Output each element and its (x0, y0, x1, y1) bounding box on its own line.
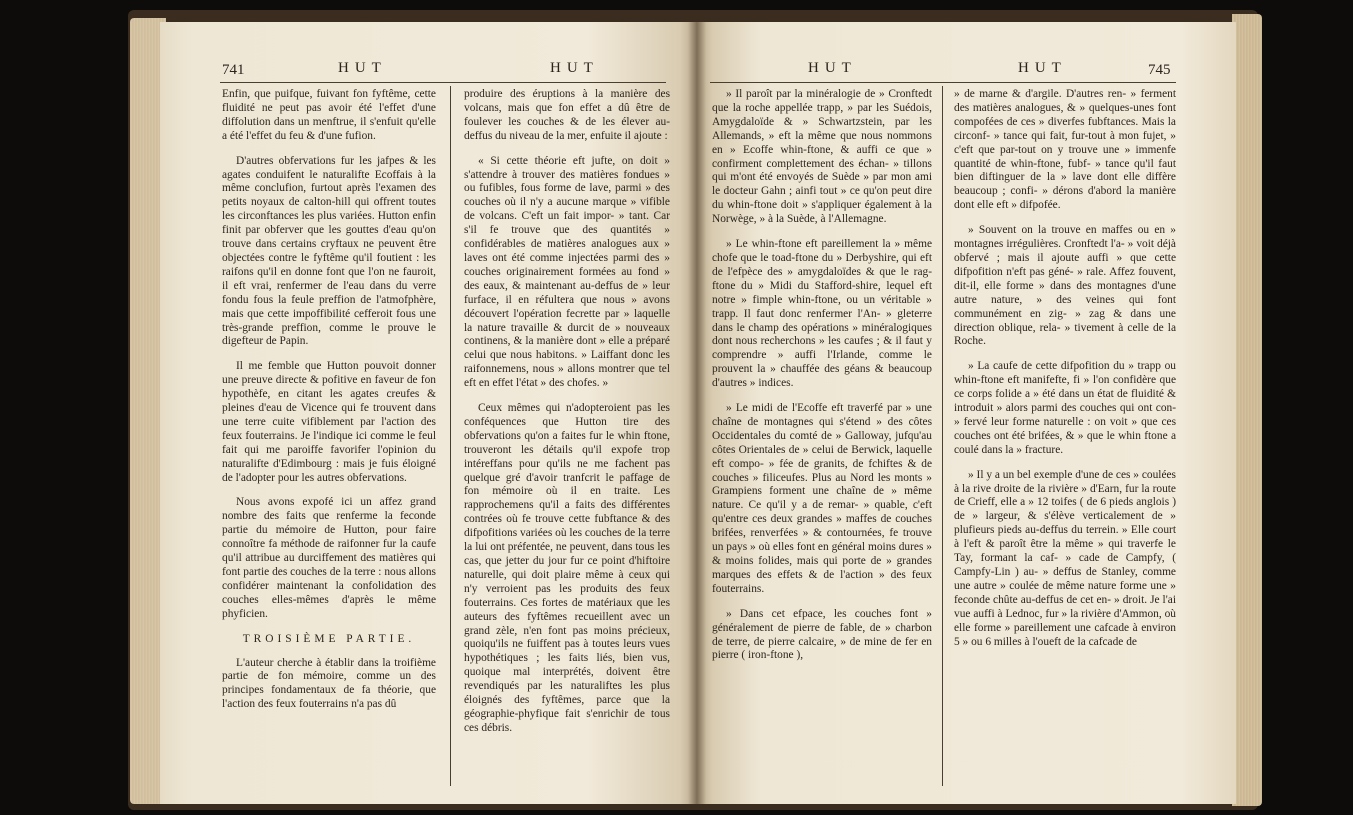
running-head-left-col1: HUT (338, 60, 387, 76)
quotation: » La caufe de cette difpofition du » trapp ou whin-ftone eft manifefte, fi » l'on confidère que ce corps folide a » été dans un état de fluidité & introduit » alors parmi des couches qui ont con- » fervé leur forme naturelle : on voit » que ces couches ont été brifées, & » que le whin ftone a coulé dans la » fracture. (954, 360, 1176, 456)
paragraph: Il me femble que Hutton pouvoit donner une preuve directe & pofitive en faveur de fon hypothèfe, en citant les agates creufes & pleines d'eau de Vicence qui fe trouvent dans une terre cuite vifiblement par l'action des feux fouterrains. Je l'indique ici comme le feul fait qui me paroiffe favorifer l'opinion du naturalifte d'Edimbourg : mais je fuis éloigné de l'adopter pour les autres obfervations. (222, 360, 436, 484)
book-gutter (688, 22, 706, 804)
left-column-2 (464, 88, 670, 747)
quotation: « Si cette théorie eft jufte, on doit » s'attendre à trouver des matières fondues » ou fufibles, fous forme de lave, parmi » des couches où il n'y a aucune marque » vifible de volcans. C'eft un fait impor- » tant. Car s'il fe trouve que des quantités » confidérables de matières analogues aux » laves ont été comme injectées parmi des » couches originairement formées au fond » des eaux, & maintenant au-deffus de » leur furface, il en réfultera que nous » avons découvert l'opération fecrette par » laquelle la nature travaille & durcit de » nouveaux continens, & la manière dont » elle a préparé celui que nous habitons. » Laiffant donc les raifonnemens, nous » allons montrer que tel eft en effet l'état » des chofes. » (464, 154, 670, 390)
paragraph: L'auteur cherche à établir dans la troifième partie de fon mémoire, comme un des principes fondamentaux de fa théorie, que l'action des feux fouterrains n'a pas dû (222, 656, 436, 711)
paragraph: D'autres obfervations fur les jafpes & les agates conduifent le naturalifte Ecoffais à la même conclufion, furtout après l'examen des petits noyaux de calton-hill qui offrent toutes les circonftances les plus variées. Hutton enfin finit par obferver que les gouttes d'eau qu'on trouve dans certains cryftaux ne peuvent être objectées contre le fyftême qu'il foutient : les raifons qu'il en donne font que l'on ne fauroit, il eft vrai, renfermer de l'eau dans du verre fondu fous la feule preffion de l'atmofphère, mais que cette impoffibilité cefferoit fous une très-grande preffion, comme le prouve le digefteur de Papin. (222, 154, 436, 348)
quotation: » de marne & d'argile. D'autres ren- » ferment des matières analogues, & » quelques-unes font compofées de ces » diverfes fubftances. Mais la circonf- » tance qui fait, fur-tout à mon fujet, » c'eft que par-tout on y trouve une » immenfe quantité de whin-ftone, fubf- » tance qu'il faut bien diftinguer de la » lave dont elle diffère beaucoup ; confi- » dérons d'abord la manière dont elle eft » difpofée. (954, 88, 1176, 212)
head-rule-left (220, 82, 666, 83)
column-divider-left (450, 86, 451, 786)
quotation: » Le midi de l'Ecoffe eft traverfé par » une chaîne de montagnes qui s'étend » des côtes Occidentales du comté de » Galloway, jufqu'au côtes Orientales de » celui de Berwick, laquelle eft compo- » fée de granits, de fchiftes & de couches » filiceufes. Plus au Nord les monts » Grampiens forment une chaîne de » même nature. Ce qu'il y a de remar- » quable, c'eft qu'entre ces deux grandes » maffes de couches brifées, renverfées » & contournées, fe trouve un pays » où elles font en général moins dures » & moins folides, mais qui porte de » grandes marques des effets & de l'action » des feux fouterrains. (712, 402, 932, 595)
page-edges-right (1232, 14, 1262, 806)
right-page (696, 22, 1236, 804)
quotation: » Il y a un bel exemple d'une de ces » coulées à la rive droite de la rivière » d'Earn, fur la route de Crieff, elle a » 12 toifes ( de 6 pieds anglois ) de » largeur, & s'élève verticalement de » plufieurs pieds au-deffus du terrein. » Elle court à l'eft & paroît être la même » qui traverfe le Tay, formant la caf- » cade de Campfy, ( Campfy-Lin ) au- » deffus de Stanley, comme une autre » coulée de même nature forme une » feconde chûte au-deffus de cet en- » droit. Je l'ai vue auffi à Lednoc, fur » la rivière d'Ammon, où elle forme » pareillement une cafcade à environ 5 » ou 6 milles à l'oueft de la cafcade de (954, 468, 1176, 648)
paragraph: Ceux mêmes qui n'adopteroient pas les conféquences que Hutton tire des obfervations qu'on a faites fur le whin ftone, trouveront les détails qu'il expofe trop intéreffans pour qu'ils ne me fachent pas quelque gré d'avoir tranfcrit le paffage de fon mémoire où il en traite. Les rapprochemens qu'il a faits des différentes contrées où fe trouve cette fubftance & des difpofitions variées où les couches de la terre la lui ont préfentée, ne peuvent, dans tous les cas, que jetter du jour fur ce point d'hiftoire naturelle, qui doit plaire même à ceux qui n'y verroient pas les produits des feux fouterrains. Ces fortes de matériaux que les auteurs des fyftêmes recueillent avec un grand zèle, n'en font pas moins précieux, quoiqu'ils ne fuiffent pas à toutes leurs vues hypothétiques ; les faits liés, bien vus, quoique mal interprétés, doivent être revendiqués par les naturaliftes les plus éloignés des fyftêmes, parce que la géographie-phyfique fait s'enrichir de tous ces débris. (464, 402, 670, 734)
quotation: » Il paroît par la minéralogie de » Cronftedt que la roche appellée trapp, » par les Suédois, Amygdaloïde & » Schwartzstein, par les Allemands, » eft la même que nous nommons en » Ecoffe whin-ftone, & auffi ce que » confirment complettement des échan- » tillons qui m'ont été envoyés de Suède » par mon ami le docteur Gahn ; ainfi tout » ce qu'on peut dire du whin-ftone doit » s'appliquer également à la Norwège, » à la Suède, à l'Allemagne. (712, 88, 932, 226)
quotation: » Souvent on la trouve en maffes ou en » montagnes irrégulières. Cronftedt l'a- » voit déjà obfervé ; mais il ajoute auffi » que cette difpofition n'eft pas géné- » rale. Affez fouvent, dit-il, elle forme » dans des montagnes d'une autre nature, » des veines qui font communément en zig- » zag & dans une direction oblique, rela- » tivement à celle de la Roche. (954, 224, 1176, 348)
left-column-1 (222, 88, 436, 723)
quotation: » Dans cet efpace, les couches font » généralement de pierre de fable, de » charbon de terre, de pierre calcaire, » de mine de fer en pierre ( iron-ftone ), (712, 607, 932, 662)
running-head-right-col1: HUT (808, 60, 857, 76)
paragraph: Enfin, que puifque, fuivant fon fyftême, cette fluidité ne peut pas avoir été l'effet d'une diffolution dans un menftrue, il s'enfuit qu'elle a été l'effet du feu & d'une fufion. (222, 88, 436, 142)
section-heading: TROISIÈME PARTIE. (242, 632, 416, 645)
running-head-left-col2: HUT (550, 60, 599, 76)
page-number-right: 745 (1148, 62, 1171, 78)
left-page (160, 22, 696, 804)
page-number-left: 741 (222, 62, 245, 78)
paragraph: produire des éruptions à la manière des volcans, mais que fon effet a dû être de foulever les couches & de les élever au-deffus du niveau de la mer, enfuite il ajoute : (464, 88, 670, 142)
column-divider-right (942, 86, 943, 786)
right-column-1 (712, 88, 932, 674)
quotation: » Le whin-ftone eft pareillement la » même chofe que le toad-ftone du » Derbyshire, qui eft de l'efpèce des » amygdaloïdes & que le rag-ftone du » Midi du Stafford-shire, lequel eft notre » fimple whin-ftone, ou un véritable » trapp. Il faut donc renfermer l'An- » gleterre dans le champ des opérations » minéralogiques dont nous recherchons » les caufes ; & il faut y comprendre » auffi l'Irlande, comme le prouvent la » chauffée des géans & beaucoup d'autres » indices. (712, 238, 932, 390)
head-rule-right (710, 82, 1176, 83)
right-column-2 (954, 88, 1176, 660)
running-head-right-col2: HUT (1018, 60, 1067, 76)
paragraph: Nous avons expofé ici un affez grand nombre des faits que renferme la feconde partie du mémoire de Hutton, pour faire connoître fa méthode de raifonner fur la caufe qu'il attribue au durciffement des matières qui font partie des couches de la terre : nous allons confidérer maintenant la confolidation des couches elles-mêmes d'après le même phyficien. (222, 496, 436, 620)
